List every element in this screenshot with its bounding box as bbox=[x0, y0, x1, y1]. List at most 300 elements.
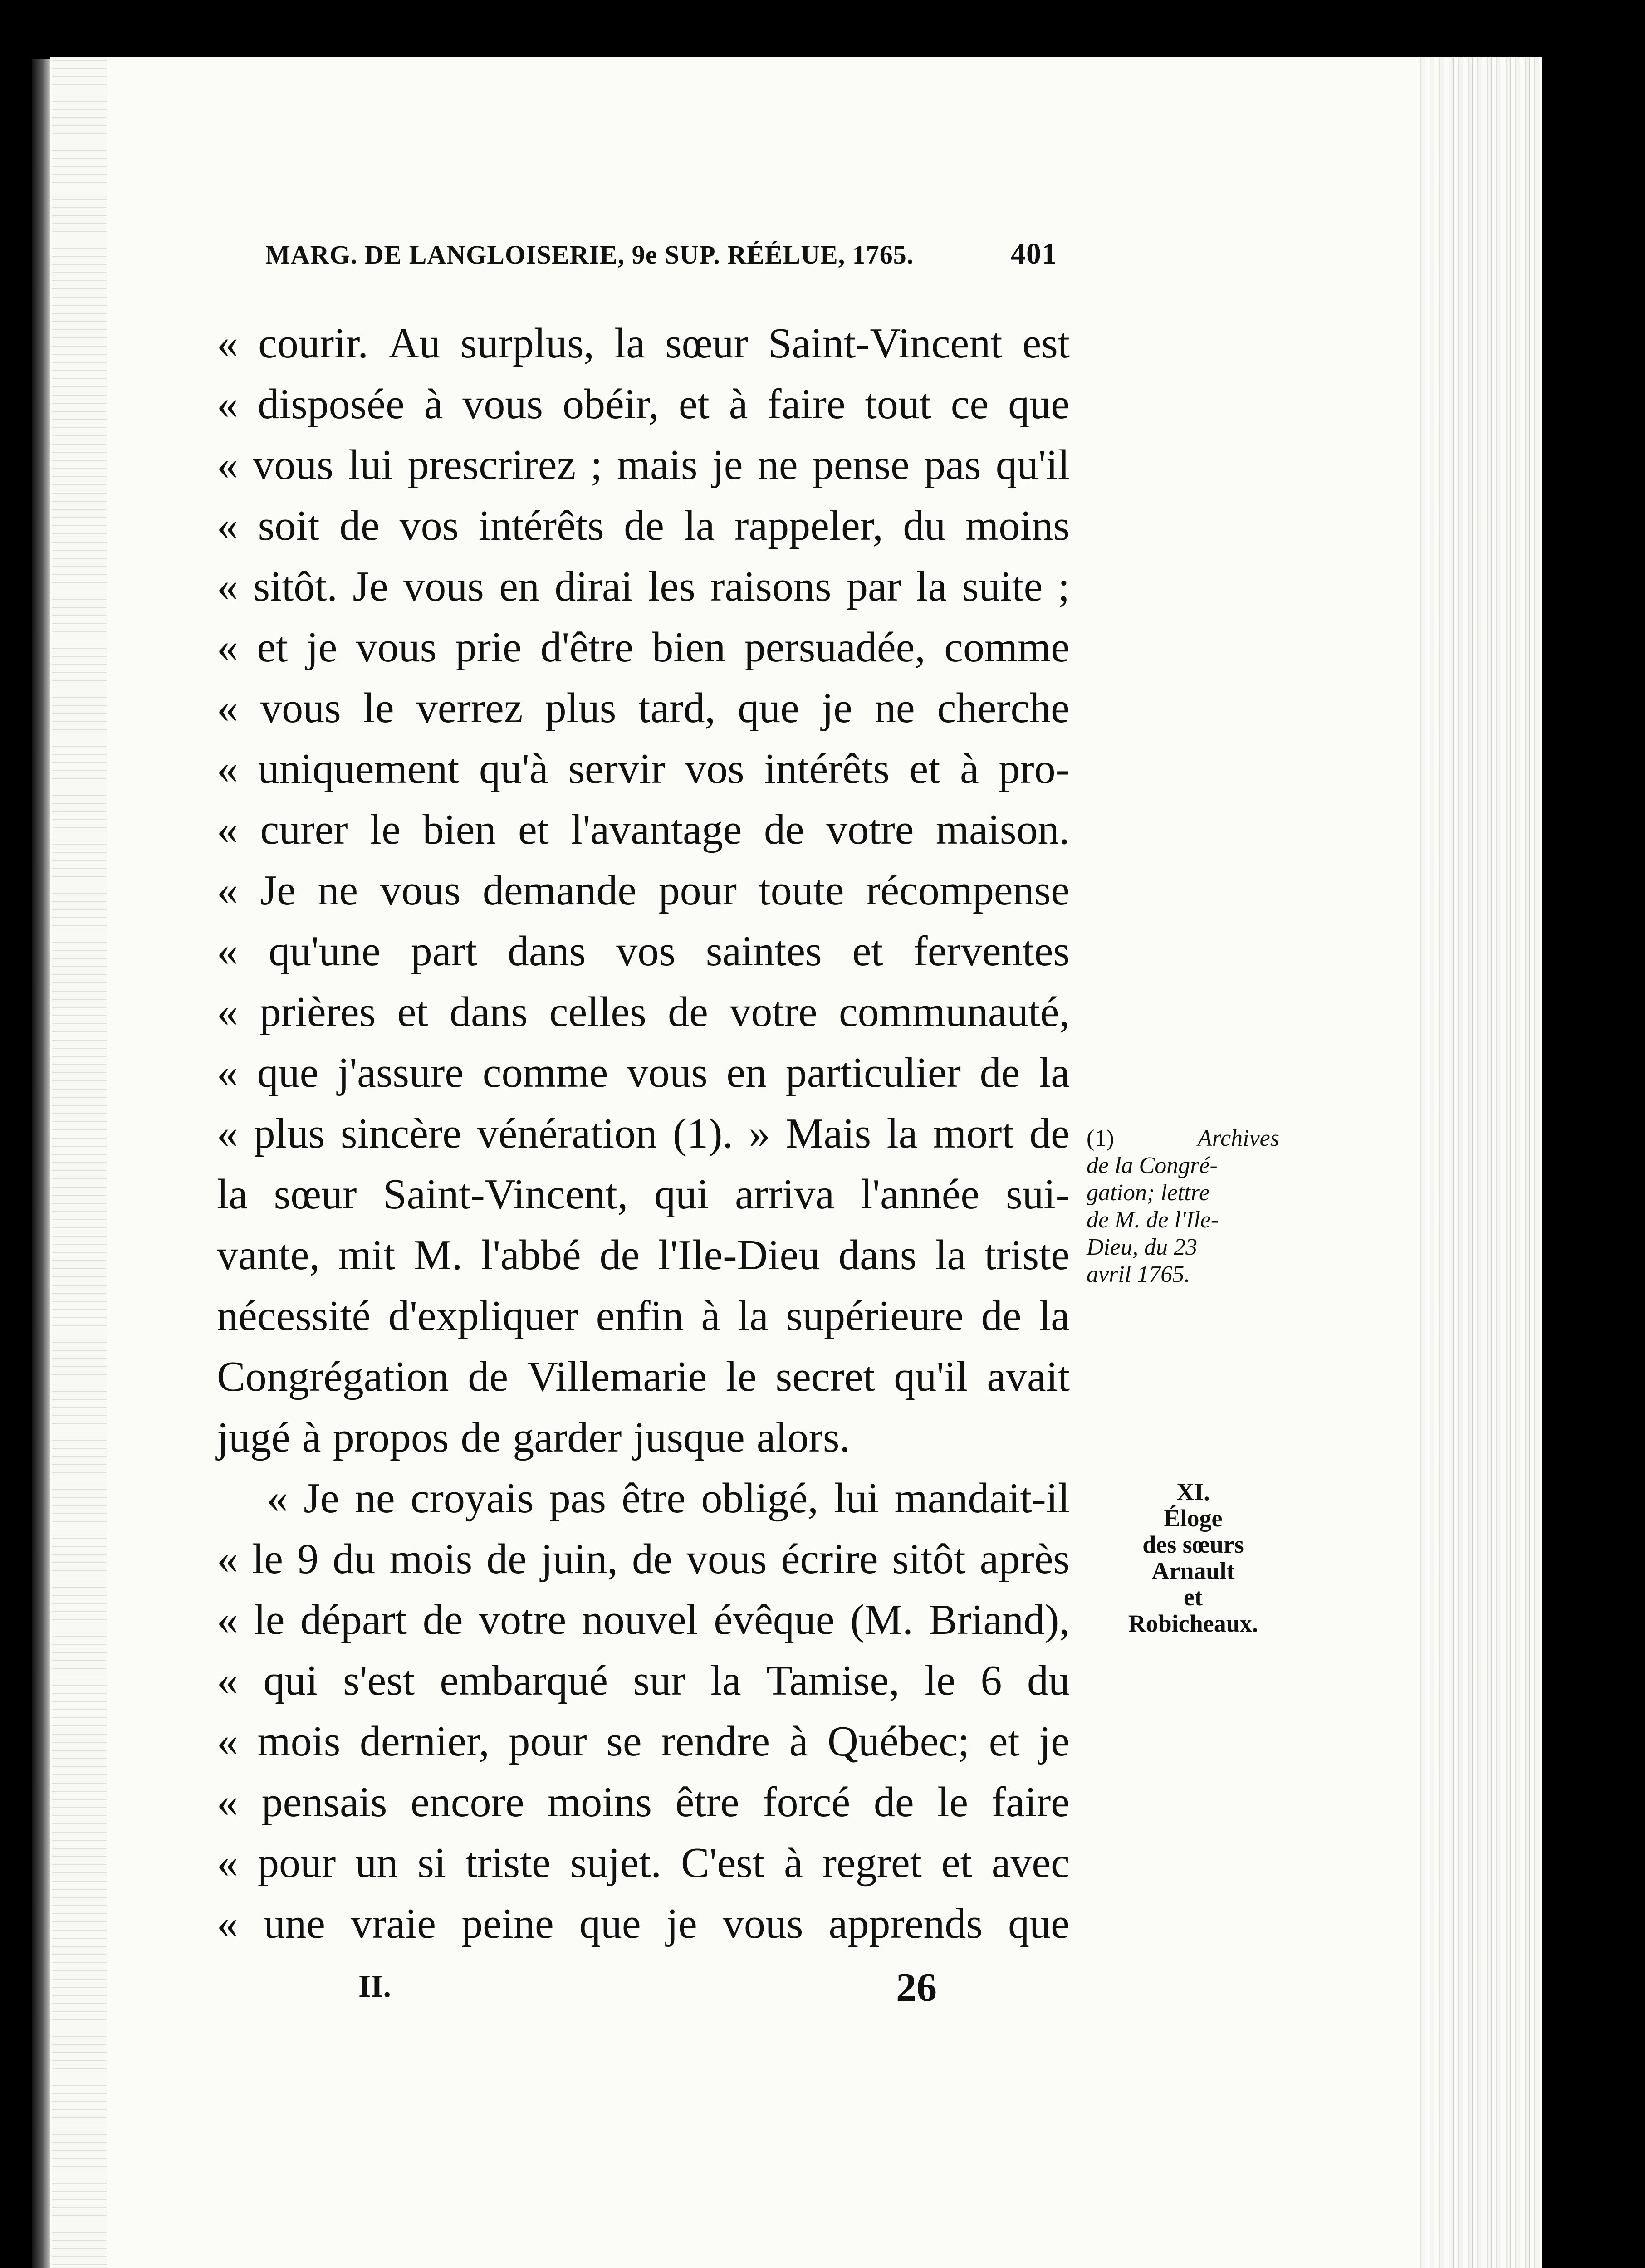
word: comme bbox=[482, 1049, 608, 1096]
word: tout bbox=[865, 381, 931, 428]
text-line bbox=[217, 1772, 1070, 1833]
word: comme bbox=[944, 624, 1070, 671]
word: intérêts bbox=[478, 502, 604, 549]
word: Saint-Vincent bbox=[768, 320, 1003, 367]
word: C'est bbox=[681, 1839, 764, 1887]
word: de bbox=[979, 1049, 1020, 1096]
word: « bbox=[217, 1839, 238, 1887]
word: « bbox=[217, 684, 238, 732]
word: de bbox=[873, 1779, 914, 1826]
word: la bbox=[710, 1657, 741, 1704]
word: vous bbox=[627, 1049, 708, 1096]
word: votre bbox=[479, 1596, 567, 1643]
text-line bbox=[217, 1529, 1070, 1589]
word: « bbox=[217, 1596, 238, 1643]
word: sincère bbox=[340, 1110, 461, 1157]
word: sitôt bbox=[892, 1535, 966, 1583]
word: de bbox=[422, 1596, 463, 1643]
word: dans bbox=[838, 1232, 917, 1279]
word: et bbox=[397, 988, 428, 1036]
margin-heading-line: Éloge bbox=[1164, 1505, 1223, 1532]
word: propos bbox=[333, 1414, 449, 1461]
word: bien bbox=[652, 624, 726, 671]
word: pour bbox=[658, 867, 737, 914]
word: sœur bbox=[665, 320, 748, 367]
word: mois bbox=[257, 1718, 341, 1765]
text-line bbox=[217, 1103, 1070, 1164]
word: se bbox=[606, 1718, 642, 1765]
word: forcé bbox=[763, 1779, 851, 1826]
word: demande bbox=[482, 867, 637, 914]
text-line bbox=[217, 1407, 1070, 1468]
word: « bbox=[217, 1900, 238, 1947]
word: sur bbox=[633, 1657, 685, 1704]
word: particulier bbox=[785, 1049, 961, 1096]
word: du bbox=[1027, 1657, 1070, 1704]
word: le bbox=[725, 1353, 757, 1400]
word: peine bbox=[461, 1900, 554, 1947]
word: écrire bbox=[781, 1535, 878, 1583]
word: le bbox=[925, 1657, 956, 1704]
word: Mais bbox=[786, 1110, 871, 1157]
word: mois bbox=[389, 1535, 473, 1583]
word: dans bbox=[449, 988, 528, 1036]
word: de bbox=[624, 502, 664, 549]
word: curer bbox=[260, 806, 348, 853]
word: juin, bbox=[541, 1535, 618, 1583]
word: « bbox=[217, 1049, 238, 1096]
text-line bbox=[217, 1589, 1070, 1650]
text-line bbox=[217, 1346, 1070, 1407]
word: disposée bbox=[257, 381, 405, 428]
page-number: 26 bbox=[896, 1965, 937, 2010]
word: d'être bbox=[540, 624, 634, 671]
word: qu'une bbox=[269, 928, 381, 975]
word: part bbox=[411, 928, 477, 975]
word: (M. bbox=[850, 1596, 913, 1643]
margin-heading-line: Robicheaux. bbox=[1128, 1610, 1258, 1637]
word: verrez bbox=[416, 684, 523, 732]
word: vous bbox=[462, 381, 543, 428]
word: l'abbé bbox=[481, 1232, 581, 1279]
word: prescrirez bbox=[407, 441, 576, 489]
word: « bbox=[217, 441, 238, 489]
word: vous bbox=[403, 563, 484, 610]
text-line bbox=[217, 435, 1070, 495]
word: de bbox=[339, 502, 380, 549]
word: qui bbox=[263, 1657, 318, 1704]
text-line bbox=[217, 556, 1070, 617]
word: « bbox=[217, 1718, 238, 1765]
footnote-line: avril 1765. bbox=[1087, 1261, 1190, 1287]
text-line bbox=[217, 1225, 1070, 1286]
word: si bbox=[417, 1839, 446, 1887]
word: le bbox=[370, 806, 401, 853]
word: « bbox=[217, 563, 238, 610]
word: j'assure bbox=[338, 1049, 464, 1096]
word: Je bbox=[304, 1475, 339, 1522]
text-line bbox=[217, 678, 1070, 738]
text-line bbox=[217, 1468, 1070, 1529]
footnote-line: Dieu, du 23 bbox=[1087, 1234, 1198, 1260]
word: cherche bbox=[937, 684, 1070, 732]
word: la bbox=[684, 502, 715, 549]
margin-heading-line: des sœurs bbox=[1142, 1531, 1244, 1558]
footnote-line bbox=[1087, 1125, 1279, 1152]
word: « bbox=[267, 1475, 288, 1522]
word: « bbox=[217, 928, 238, 975]
word: je bbox=[712, 441, 743, 489]
word: alors. bbox=[756, 1414, 850, 1461]
word: prières bbox=[259, 988, 376, 1036]
word: « bbox=[217, 502, 238, 549]
word: qu'il bbox=[995, 441, 1070, 489]
text-line bbox=[217, 1042, 1070, 1103]
word: « bbox=[217, 320, 238, 367]
word: vous bbox=[253, 441, 333, 489]
word: ne bbox=[318, 867, 358, 914]
word: servir bbox=[568, 745, 666, 792]
word: vous bbox=[380, 867, 461, 914]
word: être bbox=[622, 1475, 686, 1522]
word: intérêts bbox=[764, 745, 890, 792]
word: à bbox=[302, 1414, 321, 1461]
word: est bbox=[1022, 320, 1070, 367]
word: secret bbox=[775, 1353, 875, 1400]
word: en bbox=[726, 1049, 767, 1096]
word: ce bbox=[950, 381, 989, 428]
word: Saint-Vincent, bbox=[383, 1171, 628, 1218]
word: vos bbox=[616, 928, 676, 975]
word: par bbox=[846, 563, 901, 610]
word: votre bbox=[729, 988, 818, 1036]
word: « bbox=[217, 745, 238, 792]
word: vous bbox=[356, 624, 437, 671]
word: la bbox=[1039, 1292, 1070, 1339]
text-line bbox=[217, 1650, 1070, 1711]
text-line bbox=[217, 374, 1070, 435]
word: que bbox=[1008, 1900, 1070, 1947]
right-page-edges bbox=[1415, 57, 1542, 2268]
word: surplus, bbox=[460, 320, 595, 367]
margin-heading-line: XI. bbox=[1176, 1478, 1210, 1505]
word: sui- bbox=[1005, 1171, 1070, 1218]
text-line bbox=[217, 1711, 1070, 1772]
word: le bbox=[363, 684, 394, 732]
word: de bbox=[1029, 1110, 1070, 1157]
word: courir. bbox=[258, 320, 368, 367]
word: « bbox=[217, 988, 238, 1036]
word: vous bbox=[260, 684, 341, 732]
word: la bbox=[737, 1292, 769, 1339]
word: raisons bbox=[710, 563, 832, 610]
word: ferventes bbox=[913, 928, 1070, 975]
word: vos bbox=[685, 745, 744, 792]
word: mort bbox=[933, 1110, 1014, 1157]
footnote-line: de la Congré- bbox=[1087, 1153, 1218, 1178]
margin-heading-line: et bbox=[1184, 1584, 1203, 1611]
word: Je bbox=[352, 563, 388, 610]
word: sujet. bbox=[570, 1839, 661, 1887]
signature-mark: II. bbox=[358, 1969, 391, 2004]
word: vos bbox=[399, 502, 459, 549]
word: le bbox=[937, 1779, 969, 1826]
word: et bbox=[678, 381, 710, 428]
word: la bbox=[217, 1171, 248, 1218]
word: « bbox=[217, 806, 238, 853]
word: Je bbox=[260, 867, 296, 914]
word: dans bbox=[507, 928, 586, 975]
word: la bbox=[916, 563, 947, 610]
word: dirai bbox=[554, 563, 633, 610]
word: à bbox=[783, 1839, 803, 1887]
word: garder bbox=[513, 1414, 622, 1461]
word: pas bbox=[924, 441, 981, 489]
word: lui bbox=[348, 441, 393, 489]
word: faire bbox=[991, 1779, 1070, 1826]
word: « bbox=[217, 624, 238, 671]
footnote-line: gation; lettre bbox=[1087, 1180, 1210, 1206]
word: dernier, bbox=[359, 1718, 490, 1765]
word: Québec; bbox=[827, 1718, 970, 1765]
word: avait bbox=[987, 1353, 1070, 1400]
word: mandait-il bbox=[894, 1475, 1070, 1522]
word: Villemarie bbox=[527, 1353, 707, 1400]
word: et bbox=[852, 928, 883, 975]
word: « bbox=[217, 1779, 238, 1826]
word: maison. bbox=[935, 806, 1070, 853]
word: apprends bbox=[828, 1900, 983, 1947]
word: et bbox=[989, 1718, 1020, 1765]
body-text bbox=[217, 313, 1070, 1954]
word: celles bbox=[549, 988, 646, 1036]
word: Briand), bbox=[929, 1596, 1070, 1643]
margin-heading bbox=[1098, 1479, 1288, 1637]
word: mais bbox=[617, 441, 698, 489]
word: pour bbox=[257, 1839, 336, 1887]
word: supérieure bbox=[786, 1292, 964, 1339]
word: je bbox=[821, 684, 852, 732]
text-line bbox=[217, 495, 1070, 556]
word: un bbox=[355, 1839, 398, 1887]
word: saintes bbox=[705, 928, 822, 975]
word: qu'il bbox=[894, 1353, 968, 1400]
word: « bbox=[217, 1657, 238, 1704]
word: toute bbox=[759, 867, 844, 914]
word: suite bbox=[962, 563, 1043, 610]
word: le bbox=[252, 1535, 283, 1583]
folio-number: 401 bbox=[1011, 237, 1057, 270]
margin-heading-line: Arnault bbox=[1151, 1557, 1235, 1584]
word: triste bbox=[465, 1839, 551, 1887]
running-title: MARG. DE LANGLOISERIE, 9e SUP. RÉÉLUE, 1765. bbox=[265, 240, 914, 269]
word: embarqué bbox=[440, 1657, 608, 1704]
text-line bbox=[217, 738, 1070, 799]
word: avec bbox=[991, 1839, 1070, 1887]
text-line bbox=[217, 799, 1070, 860]
word: je bbox=[666, 1900, 697, 1947]
word: » bbox=[749, 1110, 770, 1157]
text-line bbox=[217, 1286, 1070, 1346]
word: lui bbox=[834, 1475, 879, 1522]
word: pour bbox=[509, 1718, 587, 1765]
footnote-text: Archives bbox=[1198, 1125, 1279, 1151]
word: le bbox=[254, 1596, 285, 1643]
word: vénération bbox=[477, 1110, 657, 1157]
word: que bbox=[257, 1049, 319, 1096]
word: M. bbox=[414, 1232, 463, 1279]
word: et bbox=[257, 624, 288, 671]
word: ne bbox=[874, 684, 915, 732]
word: jugé bbox=[217, 1414, 290, 1461]
word: de bbox=[668, 988, 708, 1036]
word: une bbox=[264, 1900, 325, 1947]
word: de bbox=[486, 1535, 527, 1583]
word: la bbox=[1039, 1049, 1070, 1096]
word: du bbox=[903, 502, 946, 549]
word: faire bbox=[767, 381, 846, 428]
word: je bbox=[1039, 1718, 1070, 1765]
word: mit bbox=[338, 1232, 396, 1279]
left-page-edge bbox=[52, 57, 107, 2268]
word: prie bbox=[455, 624, 522, 671]
word: que bbox=[579, 1900, 641, 1947]
word: « bbox=[217, 1110, 238, 1157]
word: moins bbox=[965, 502, 1070, 549]
word: plus bbox=[545, 684, 617, 732]
text-line bbox=[217, 1164, 1070, 1225]
word: d'expliquer bbox=[388, 1292, 578, 1339]
word: je bbox=[306, 624, 338, 671]
word: et bbox=[909, 745, 940, 792]
word: de bbox=[764, 806, 804, 853]
word: ne bbox=[757, 441, 798, 489]
word: évêque bbox=[714, 1596, 835, 1643]
word: que bbox=[738, 684, 799, 732]
word: qu'à bbox=[479, 745, 548, 792]
word: à bbox=[424, 381, 443, 428]
word: l'Ile-Dieu bbox=[658, 1232, 820, 1279]
word: pensais bbox=[261, 1779, 387, 1826]
word: Congrégation bbox=[217, 1353, 449, 1400]
word: pro- bbox=[999, 745, 1070, 792]
right-scan-border bbox=[1542, 57, 1645, 2268]
word: regret bbox=[822, 1839, 922, 1887]
text-line bbox=[217, 1833, 1070, 1893]
text-line bbox=[217, 982, 1070, 1042]
word: sœur bbox=[274, 1171, 357, 1218]
word: enfin bbox=[596, 1292, 684, 1339]
text-line bbox=[217, 860, 1070, 921]
word: à bbox=[701, 1292, 720, 1339]
word: triste bbox=[984, 1232, 1070, 1279]
word: nécessité bbox=[217, 1292, 371, 1339]
word: que bbox=[1008, 381, 1070, 428]
word: les bbox=[648, 563, 695, 610]
word: sitôt. bbox=[253, 563, 338, 610]
word: plus bbox=[254, 1110, 325, 1157]
word: et bbox=[941, 1839, 972, 1887]
word: Au bbox=[388, 320, 441, 367]
word: nouvel bbox=[582, 1596, 698, 1643]
word: obéir, bbox=[563, 381, 659, 428]
word: 9 bbox=[297, 1535, 319, 1583]
word: 6 bbox=[980, 1657, 1002, 1704]
word: du bbox=[333, 1535, 376, 1583]
word: ; bbox=[1058, 563, 1070, 610]
word: ; bbox=[590, 441, 602, 489]
word: de bbox=[981, 1292, 1022, 1339]
word: à bbox=[960, 745, 979, 792]
word: vous bbox=[686, 1535, 767, 1583]
word: de bbox=[599, 1232, 640, 1279]
word: pense bbox=[812, 441, 910, 489]
word: rendre bbox=[661, 1718, 770, 1765]
word: croyais bbox=[410, 1475, 534, 1522]
word: jusque bbox=[633, 1414, 745, 1461]
word: récompense bbox=[866, 867, 1070, 914]
word: Tamise, bbox=[766, 1657, 900, 1704]
word: la bbox=[614, 320, 645, 367]
text-line bbox=[217, 921, 1070, 982]
binding-shadow bbox=[32, 59, 52, 2268]
word: soit bbox=[258, 502, 320, 549]
word: arriva bbox=[734, 1171, 835, 1218]
word: en bbox=[499, 563, 540, 610]
word: bien bbox=[422, 806, 496, 853]
word: départ bbox=[300, 1596, 407, 1643]
word: vraie bbox=[351, 1900, 436, 1947]
word: rappeler, bbox=[734, 502, 883, 549]
text-line bbox=[217, 1893, 1070, 1954]
word: (1). bbox=[672, 1110, 733, 1157]
word: s'est bbox=[343, 1657, 415, 1704]
word: vous bbox=[722, 1900, 803, 1947]
word: « bbox=[217, 381, 238, 428]
word: moins bbox=[548, 1779, 652, 1826]
word: de bbox=[632, 1535, 672, 1583]
word: « bbox=[217, 867, 238, 914]
word: votre bbox=[826, 806, 914, 853]
word: persuadée, bbox=[744, 624, 925, 671]
word: ne bbox=[354, 1475, 395, 1522]
footnote-marker: (1) bbox=[1087, 1125, 1114, 1151]
word: vante, bbox=[217, 1232, 320, 1279]
word: à bbox=[789, 1718, 808, 1765]
word: l'avantage bbox=[571, 806, 742, 853]
word: « bbox=[217, 1535, 238, 1583]
margin-footnote bbox=[1087, 1125, 1279, 1288]
word: obligé, bbox=[701, 1475, 818, 1522]
word: communauté, bbox=[838, 988, 1070, 1036]
word: qui bbox=[654, 1171, 709, 1218]
footnote-line: de M. de l'Ile- bbox=[1087, 1207, 1219, 1233]
word: encore bbox=[411, 1779, 524, 1826]
word: tard, bbox=[638, 684, 716, 732]
word: pas bbox=[549, 1475, 606, 1522]
text-line bbox=[217, 313, 1070, 374]
word: être bbox=[675, 1779, 739, 1826]
running-header bbox=[265, 237, 1057, 271]
word: uniquement bbox=[258, 745, 460, 792]
word: à bbox=[729, 381, 748, 428]
word: après bbox=[979, 1535, 1070, 1583]
text-line bbox=[217, 617, 1070, 678]
word: et bbox=[518, 806, 549, 853]
word: la bbox=[935, 1232, 966, 1279]
word: de bbox=[460, 1414, 501, 1461]
word: l'année bbox=[860, 1171, 980, 1218]
